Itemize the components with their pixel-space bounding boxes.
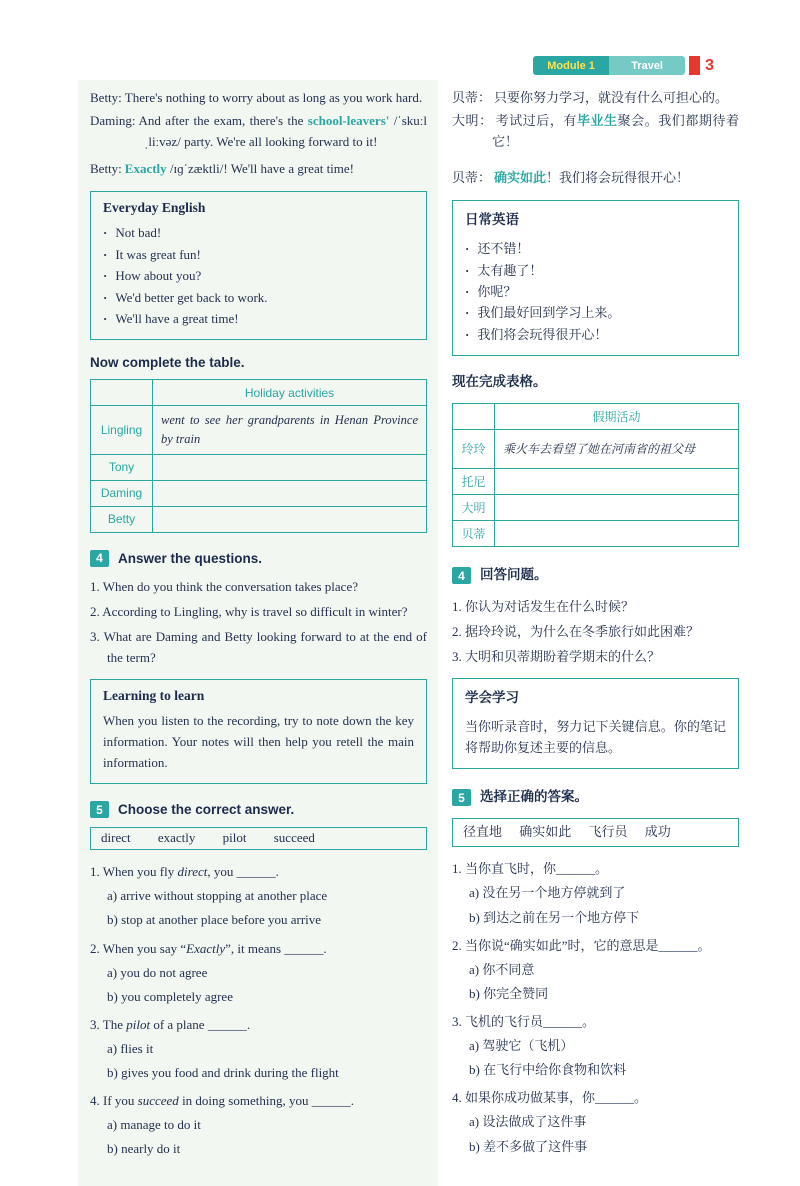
row-name-cell: 玲玲 (453, 430, 495, 469)
dialogue-line (90, 159, 427, 180)
mc-option: a) manage to do it (107, 1117, 201, 1133)
phrase-item: · We'll have a great time! (103, 308, 414, 329)
italic-keyword: direct (177, 864, 208, 880)
box-title: Everyday English (103, 200, 206, 216)
section-title: Answer the questions. (118, 550, 263, 566)
word-bank-item: pilot (222, 830, 247, 846)
italic-keyword: succeed (137, 1093, 179, 1109)
row-name-cell: Betty (91, 506, 153, 532)
table-column-header: Holiday activities (153, 380, 427, 406)
mc-option: a) 你不同意 (469, 961, 535, 977)
table-header-row (91, 380, 427, 406)
box-title: 学会学习 (465, 690, 519, 706)
instruction-heading: 现在完成表格。 (452, 374, 547, 390)
learning-to-learn-box-zh (452, 678, 739, 769)
row-activity-cell: 乘火车去看望了她在河南省的祖父母 (495, 430, 739, 469)
table-row (91, 506, 427, 532)
word-bank (90, 827, 427, 850)
dialogue-text: 考试过后，有 (495, 112, 577, 128)
highlight-word: Exactly (124, 161, 167, 177)
word-bank-item: succeed (273, 830, 315, 846)
table-header-row (453, 404, 739, 430)
row-name-cell: 贝蒂 (453, 521, 495, 547)
section-5-header-zh (452, 786, 739, 809)
section-title: Choose the correct answer. (118, 802, 295, 818)
speaker-name: 大明： (452, 112, 493, 128)
word-bank-item: direct (101, 830, 131, 846)
page-header (533, 56, 714, 75)
italic-keyword: pilot (126, 1016, 151, 1032)
mc-option: a) 驾驶它（飞机） (469, 1038, 574, 1054)
italic-keyword: Exactly (186, 940, 226, 956)
row-name-cell: Tony (91, 454, 153, 480)
stem-text: 2. When you say “ (90, 940, 187, 956)
phrase-item: · 还不错！ (465, 238, 726, 259)
mc-option: a) arrive without stopping at another place (107, 888, 328, 904)
mc-question-stem: 4. 如果你成功做某事，你______。 (452, 1090, 648, 1106)
phrase-item: · How about you? (103, 265, 414, 286)
box-body-text: When you listen to the recording, try to note down the key information. Your notes will then help you retell the main information. (103, 713, 414, 771)
table-row (453, 495, 739, 521)
question-item: 1. When do you think the conversation takes place? (90, 578, 358, 594)
dialogue-line (452, 168, 739, 189)
mc-option: b) stop at another place before you arrive (107, 912, 322, 928)
word-bank-zh (452, 818, 739, 847)
speaker-name: Betty: (90, 90, 122, 105)
row-activity-cell (153, 506, 427, 532)
box-title: 日常英语 (465, 212, 519, 228)
stem-text: , you ______. (207, 864, 279, 880)
red-tab-mark (689, 56, 700, 75)
mc-option: a) 没在另一个地方停就到了 (469, 885, 626, 901)
mc-question-stem (90, 938, 427, 959)
speaker-name: Daming: (90, 112, 136, 128)
module-tab-bar (533, 56, 685, 75)
speaker-name: 贝蒂： (452, 90, 492, 105)
dialogue-text: And after the exam, there's the (138, 112, 308, 128)
mc-option: b) gives you food and drink during the flight (107, 1065, 339, 1081)
word-bank-item: 飞行员 (588, 824, 628, 840)
phrase-item: · It was great fun! (103, 244, 414, 265)
dialogue-text: There's nothing to worry about as long as you work hard. (124, 90, 423, 105)
mc-question-stem (90, 1090, 427, 1111)
module-label: Module 1 (533, 56, 609, 75)
section-title: 选择正确的答案。 (480, 789, 588, 805)
phrase-item: · 太有趣了！ (465, 260, 726, 281)
everyday-english-box (90, 191, 427, 340)
highlight-word: 毕业生 (576, 112, 618, 128)
highlight-word: school-leavers' (307, 112, 390, 128)
row-name-cell: Lingling (91, 406, 153, 455)
section-number-badge: 4 (452, 567, 471, 584)
dialogue-text: 只要你努力学习，就没有什么可担心的。 (494, 90, 729, 105)
mc-question-stem: 3. 飞机的飞行员______。 (452, 1014, 596, 1030)
mc-question-stem: 2. 当你说“确实如此”时，它的意思是______。 (452, 937, 711, 953)
table-row (91, 454, 427, 480)
row-activity-cell (153, 454, 427, 480)
section-5-header (90, 801, 427, 818)
learning-to-learn-box (90, 679, 427, 784)
instruction-heading: Now complete the table. (90, 355, 245, 371)
stem-text: 4. If you (90, 1093, 138, 1109)
row-name-cell: 大明 (453, 495, 495, 521)
dialogue-text: ！我们将会玩得很开心！ (546, 170, 690, 186)
dialogue-line (452, 111, 739, 153)
stem-text: of a plane ______. (150, 1016, 251, 1032)
everyday-english-box-zh (452, 200, 739, 356)
row-activity-cell (495, 495, 739, 521)
table-row (453, 469, 739, 495)
phonetic-transcription: /ɪɡˈzæktli/ (166, 161, 224, 177)
section-4-header (90, 550, 427, 567)
table-row (453, 430, 739, 469)
chinese-column (452, 80, 739, 1161)
mc-option: b) you completely agree (107, 988, 233, 1004)
holiday-activities-table (90, 379, 427, 533)
mc-option: b) 差不多做了这件事 (469, 1138, 588, 1154)
phrase-item: · Not bad! (103, 222, 414, 243)
question-item: 3. 大明和贝蒂期盼着学期末的什么？ (452, 649, 661, 665)
table-row (91, 406, 427, 455)
stem-text: 3. The (90, 1016, 127, 1032)
dialogue-line (452, 88, 739, 109)
english-column (78, 80, 438, 1186)
box-title: Learning to learn (103, 688, 205, 704)
row-name-cell: Daming (91, 480, 153, 506)
phrase-item: · 你呢？ (465, 281, 726, 302)
question-item: 2. According to Lingling, why is travel so difficult in winter? (90, 603, 408, 619)
holiday-activities-table-zh (452, 403, 739, 547)
dialogue-line (90, 88, 427, 109)
dialogue-text: party. We're all looking forward to it! (184, 133, 378, 149)
mc-question-stem (90, 1014, 427, 1035)
section-4-header-zh (452, 564, 739, 587)
row-activity-cell (153, 480, 427, 506)
question-item: 3. What are Daming and Betty looking forward to at the end of the term? (90, 628, 427, 666)
mc-option: a) you do not agree (107, 964, 208, 980)
dialogue-text: 聚会。我们都期待着它！ (492, 112, 739, 149)
dialogue-text: ! We'll have a great time! (223, 161, 355, 177)
table-row (91, 480, 427, 506)
phrase-item: · 我们将会玩得很开心！ (465, 324, 726, 345)
stem-text: ”, it means ______. (225, 940, 327, 956)
dialogue-line (90, 111, 427, 153)
highlight-word: 确实如此 (494, 170, 547, 186)
table-column-header: 假期活动 (495, 404, 739, 430)
row-activity-cell: went to see her grandparents in Henan Province by train (153, 406, 427, 455)
box-body-text: 当你听录音时，努力记下关键信息。你的笔记将帮助你复述主要的信息。 (465, 719, 726, 756)
mc-question-stem: 1. 当你直飞时，你______。 (452, 861, 609, 877)
word-bank-item: 确实如此 (519, 824, 572, 840)
phrase-item: · We'd better get back to work. (103, 287, 414, 308)
question-item: 1. 你认为对话发生在什么时候？ (452, 599, 635, 615)
module-topic-label: Travel (609, 56, 685, 75)
mc-option: b) 在飞行中给你食物和饮料 (469, 1062, 627, 1078)
word-bank-item: exactly (157, 830, 196, 846)
mc-option: b) nearly do it (107, 1141, 181, 1157)
speaker-name: 贝蒂： (452, 170, 492, 186)
table-corner-cell (91, 380, 153, 406)
word-bank-item: 成功 (644, 824, 671, 840)
phrase-item: · 我们最好回到学习上来。 (465, 302, 726, 323)
speaker-name: Betty: (90, 161, 122, 177)
section-number-badge: 4 (90, 550, 109, 567)
row-name-cell: 托尼 (453, 469, 495, 495)
section-number-badge: 5 (452, 789, 471, 806)
section-number-badge: 5 (90, 801, 109, 818)
phonetic-transcription: /ˈskuːlˌliːvəz/ (144, 112, 428, 149)
mc-option: a) flies it (107, 1040, 154, 1056)
mc-option: b) 你完全赞同 (469, 985, 549, 1001)
table-row (453, 521, 739, 547)
word-bank-item: 径直地 (463, 824, 503, 840)
page-number: 3 (705, 56, 714, 74)
stem-text: 1. When you fly (90, 864, 178, 880)
table-corner-cell (453, 404, 495, 430)
mc-question-stem (90, 861, 427, 882)
stem-text: in doing something, you ______. (178, 1093, 354, 1109)
row-activity-cell (495, 521, 739, 547)
mc-option: b) 到达之前在另一个地方停下 (469, 909, 640, 925)
question-item: 2. 据玲玲说，为什么在冬季旅行如此困难？ (452, 624, 700, 640)
mc-option: a) 设法做成了这件事 (469, 1114, 587, 1130)
row-activity-cell (495, 469, 739, 495)
section-title: 回答问题。 (480, 567, 548, 583)
